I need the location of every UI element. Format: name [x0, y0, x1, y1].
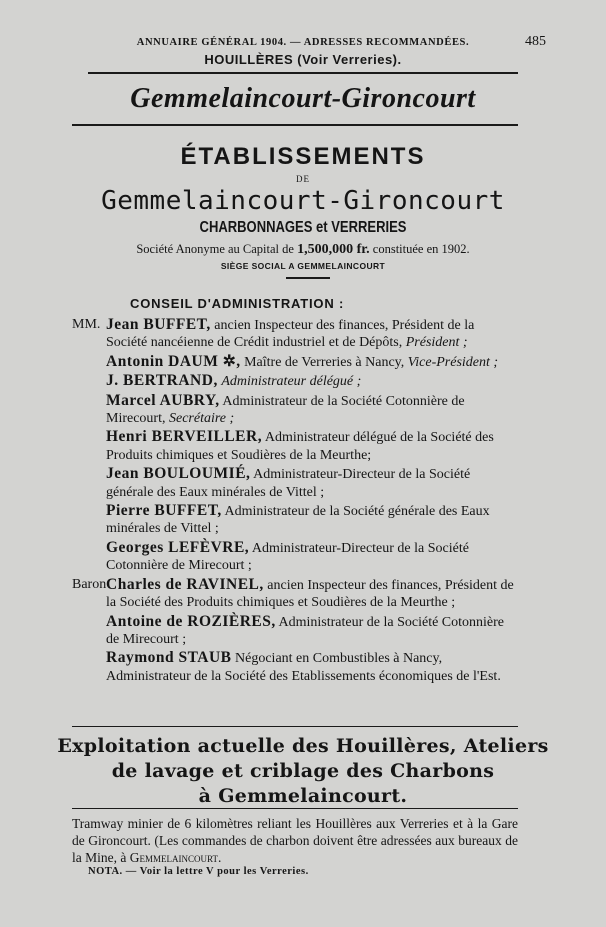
top-rule — [88, 72, 518, 74]
capital-post: constituée en 1902. — [372, 242, 470, 256]
member-name: Jean BOULOUMIÉ, — [106, 465, 251, 483]
member-description: Négociant en Combustibles à Nancy, Administrateur de la Société des Etablissements économiques de l'Est. — [106, 651, 501, 684]
board-member — [72, 465, 518, 501]
exploitation-line-1: Exploitation actuelle des Houillères, Ateliers — [57, 735, 549, 757]
member-description: ancien Inspecteur des finances, Président de la Société nancéienne de Crédit industriel et de Dépôts, — [106, 318, 475, 351]
exploitation-line-3: à Gemmelaincourt. — [198, 785, 408, 807]
member-description: Administrateur de la Société générale des Eaux minérales de Vittel ; — [106, 504, 490, 537]
running-header: ANNUAIRE GÉNÉRAL 1904. — ADRESSES RECOMMANDÉES. — [136, 37, 470, 48]
company-de: DE — [296, 174, 310, 184]
city-title: Gemmelaincourt-Gironcourt — [130, 83, 476, 114]
exploitation-line-2: de lavage et criblage des Charbons — [111, 760, 495, 782]
tramway-place: Gemmelaincourt. — [129, 850, 222, 865]
board-heading: CONSEIL D'ADMINISTRATION : — [130, 296, 345, 311]
member-name: Charles de RAVINEL, — [106, 575, 264, 593]
capital-pre: Société Anonyme au Capital de — [136, 242, 294, 256]
tramway-paragraph — [72, 815, 518, 866]
member-name: Marcel AUBRY, — [106, 391, 220, 409]
member-role: Vice-Président ; — [407, 354, 499, 370]
company-capital — [0, 242, 606, 258]
board-member — [72, 502, 518, 538]
exploitation-notice — [0, 734, 606, 809]
member-title: Baron — [72, 576, 107, 592]
member-name: Pierre BUFFET, — [106, 502, 222, 520]
board-member — [72, 649, 518, 685]
member-description: Administrateur-Directeur de la Société générale des Eaux minérales de Vittel ; — [106, 467, 471, 500]
member-name: Jean BUFFET, — [106, 316, 211, 333]
board-member — [72, 539, 518, 575]
exploit-rule-top — [72, 726, 518, 727]
member-name: Antonin DAUM ✲, — [106, 352, 241, 370]
member-description: Administrateur de la Société Cotonnière de Mirecourt ; — [106, 614, 505, 647]
company-name: Gemmelaincourt-Gironcourt — [101, 186, 505, 216]
seat-rule — [286, 277, 330, 279]
company-activity: CHARBONNAGES et VERRERIES — [199, 219, 407, 236]
page-number: 485 — [525, 34, 546, 49]
board-member — [72, 576, 518, 612]
member-description: Administrateur-Directeur de la Société Cotonnière de Mirecourt ; — [106, 540, 469, 574]
board-member — [72, 353, 518, 371]
company-title: ÉTABLISSEMENTS — [180, 143, 426, 170]
member-description: Administrateur délégué de la Société des Produits chimiques et Soudières de la Meurthe; — [106, 430, 494, 463]
member-description: ancien Inspecteur des finances, Président de la Société des Produits chimiques et Soudières de la Meurthe ; — [106, 577, 514, 611]
member-name: Henri BERVEILLER, — [106, 428, 263, 446]
member-prefix: MM. — [72, 317, 101, 332]
board-members — [72, 316, 518, 686]
tramway-text: Tramway minier de 6 kilomètres reliant les Houillères aux Verreries et à la Gare de Gironcourt. (Les commandes de charbon doivent être adressées aux bureaux de la Mine, à — [72, 816, 518, 865]
board-member — [72, 316, 518, 352]
city-rule — [72, 124, 518, 126]
board-member — [72, 392, 518, 428]
member-name: J. BERTRAND, — [106, 372, 218, 390]
member-description: Maître de Verreries à Nancy, — [244, 354, 405, 370]
company-seat: SIÈGE SOCIAL A GEMMELAINCOURT — [220, 261, 386, 271]
board-member — [72, 372, 518, 390]
member-name: Raymond STAUB — [106, 649, 232, 667]
member-name: Antoine de ROZIÈRES, — [106, 612, 276, 630]
member-name: Georges LEFÈVRE, — [106, 538, 250, 556]
section-heading: HOUILLÈRES (Voir Verreries). — [204, 52, 402, 67]
capital-amount: 1,500,000 fr. — [297, 242, 370, 257]
member-role: Président ; — [405, 335, 468, 351]
member-role: Administrateur délégué ; — [221, 374, 362, 390]
nota-line: NOTA. — Voir la lettre V pour les Verreries. — [88, 866, 309, 877]
exploit-rule-bottom — [72, 808, 518, 809]
member-description: Administrateur de la Société Cotonnière de Mirecourt, — [106, 393, 465, 427]
board-member — [72, 613, 518, 649]
board-member — [72, 428, 518, 464]
member-role: Secrétaire ; — [168, 411, 235, 427]
